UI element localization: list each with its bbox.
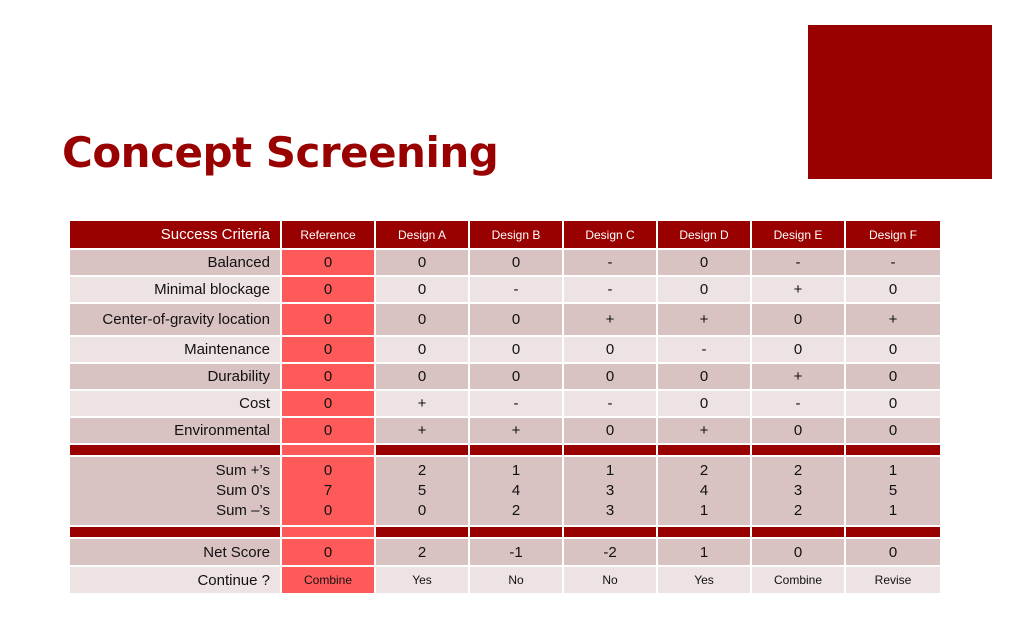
sum-minus-label: Sum –’s <box>216 502 270 519</box>
sum-zero-value: 5 <box>888 482 898 499</box>
header-row <box>69 220 941 249</box>
sums-row <box>69 456 941 526</box>
net-score-cell: 0 <box>281 538 375 566</box>
sum-zero-value: 4 <box>511 482 521 499</box>
score-cell: - <box>563 276 657 303</box>
score-cell: - <box>751 249 845 276</box>
score-cell: 0 <box>281 276 375 303</box>
net-score-cell: -1 <box>469 538 563 566</box>
score-cell: 0 <box>281 417 375 444</box>
score-cell: 0 <box>563 336 657 363</box>
sums-cell <box>469 456 563 526</box>
separator-row <box>69 444 941 456</box>
criteria-label: Balanced <box>69 249 281 276</box>
sum-minus-value: 0 <box>323 502 333 519</box>
sum-zero-value: 7 <box>323 482 333 499</box>
sum-minus-value: 2 <box>511 502 521 519</box>
continue-cell: Combine <box>281 566 375 594</box>
score-cell: 0 <box>281 390 375 417</box>
continue-cell: Yes <box>657 566 751 594</box>
continue-cell: Yes <box>375 566 469 594</box>
score-cell: 0 <box>469 249 563 276</box>
criteria-label: Environmental <box>69 417 281 444</box>
score-cell: 0 <box>469 363 563 390</box>
header-design-a: Design A <box>375 220 469 249</box>
score-cell: + <box>751 276 845 303</box>
net-score-cell: 2 <box>375 538 469 566</box>
score-cell: 0 <box>375 363 469 390</box>
score-cell: - <box>751 390 845 417</box>
continue-cell: Combine <box>751 566 845 594</box>
sum-minus-value: 1 <box>888 502 898 519</box>
score-cell: 0 <box>375 303 469 336</box>
score-cell: - <box>469 390 563 417</box>
score-cell: 0 <box>469 303 563 336</box>
criteria-row <box>69 303 941 336</box>
criteria-label: Cost <box>69 390 281 417</box>
continue-cell: Revise <box>845 566 941 594</box>
sum-zero-value: 3 <box>793 482 803 499</box>
sum-plus-label: Sum +’s <box>215 462 270 479</box>
score-cell: 0 <box>657 390 751 417</box>
sum-minus-value: 2 <box>793 502 803 519</box>
net-score-label: Net Score <box>69 538 281 566</box>
sum-zero-value: 3 <box>605 482 615 499</box>
criteria-row <box>69 276 941 303</box>
score-cell: 0 <box>657 276 751 303</box>
sum-plus-value: 2 <box>793 462 803 479</box>
sum-zero-label: Sum 0’s <box>216 482 270 499</box>
net-score-row <box>69 538 941 566</box>
sums-cell <box>281 456 375 526</box>
separator-row-2 <box>69 526 941 538</box>
score-cell: 0 <box>375 249 469 276</box>
score-cell: - <box>563 249 657 276</box>
sum-zero-value: 5 <box>417 482 427 499</box>
net-score-cell: 0 <box>845 538 941 566</box>
header-success-criteria: Success Criteria <box>69 220 281 249</box>
sum-plus-value: 1 <box>511 462 521 479</box>
sums-cell <box>751 456 845 526</box>
sum-plus-value: 1 <box>888 462 898 479</box>
score-cell: + <box>657 417 751 444</box>
score-cell: 0 <box>657 363 751 390</box>
sums-labels <box>69 456 281 526</box>
net-score-cell: -2 <box>563 538 657 566</box>
sums-cell <box>375 456 469 526</box>
score-cell: - <box>469 276 563 303</box>
continue-cell: No <box>469 566 563 594</box>
sum-minus-value: 3 <box>605 502 615 519</box>
score-cell: 0 <box>375 336 469 363</box>
criteria-label: Minimal blockage <box>69 276 281 303</box>
score-cell: 0 <box>375 276 469 303</box>
score-cell: 0 <box>845 390 941 417</box>
continue-label: Continue ? <box>69 566 281 594</box>
score-cell: + <box>375 417 469 444</box>
score-cell: 0 <box>281 249 375 276</box>
criteria-row <box>69 249 941 276</box>
score-cell: 0 <box>281 363 375 390</box>
score-cell: + <box>375 390 469 417</box>
page-title: Concept Screening <box>62 128 499 177</box>
sum-plus-value: 0 <box>323 462 333 479</box>
score-cell: 0 <box>563 417 657 444</box>
score-cell: 0 <box>751 336 845 363</box>
sum-minus-value: 1 <box>699 502 709 519</box>
sum-zero-value: 4 <box>699 482 709 499</box>
score-cell: 0 <box>751 417 845 444</box>
score-cell: 0 <box>469 336 563 363</box>
accent-square <box>808 25 992 179</box>
sum-plus-value: 2 <box>417 462 427 479</box>
criteria-label: Durability <box>69 363 281 390</box>
header-design-d: Design D <box>657 220 751 249</box>
concept-screening-table <box>68 219 942 595</box>
sum-plus-value: 1 <box>605 462 615 479</box>
score-cell: + <box>469 417 563 444</box>
header-design-e: Design E <box>751 220 845 249</box>
sums-cell <box>657 456 751 526</box>
score-cell: 0 <box>845 336 941 363</box>
score-cell: - <box>563 390 657 417</box>
sums-cell <box>845 456 941 526</box>
criteria-label: Maintenance <box>69 336 281 363</box>
score-cell: + <box>845 303 941 336</box>
sum-plus-value: 2 <box>699 462 709 479</box>
criteria-row <box>69 336 941 363</box>
header-reference: Reference <box>281 220 375 249</box>
header-design-b: Design B <box>469 220 563 249</box>
net-score-cell: 1 <box>657 538 751 566</box>
score-cell: 0 <box>657 249 751 276</box>
score-cell: - <box>845 249 941 276</box>
continue-cell: No <box>563 566 657 594</box>
continue-row <box>69 566 941 594</box>
header-design-c: Design C <box>563 220 657 249</box>
score-cell: 0 <box>281 303 375 336</box>
score-cell: 0 <box>281 336 375 363</box>
net-score-cell: 0 <box>751 538 845 566</box>
criteria-row <box>69 390 941 417</box>
score-cell: 0 <box>845 363 941 390</box>
header-design-f: Design F <box>845 220 941 249</box>
sums-cell <box>563 456 657 526</box>
score-cell: 0 <box>751 303 845 336</box>
sum-minus-value: 0 <box>417 502 427 519</box>
score-cell: + <box>563 303 657 336</box>
score-cell: 0 <box>845 417 941 444</box>
criteria-label: Center-of-gravity location <box>69 303 281 336</box>
criteria-row <box>69 417 941 444</box>
score-cell: 0 <box>563 363 657 390</box>
score-cell: 0 <box>845 276 941 303</box>
score-cell: + <box>751 363 845 390</box>
score-cell: - <box>657 336 751 363</box>
score-cell: + <box>657 303 751 336</box>
criteria-row <box>69 363 941 390</box>
